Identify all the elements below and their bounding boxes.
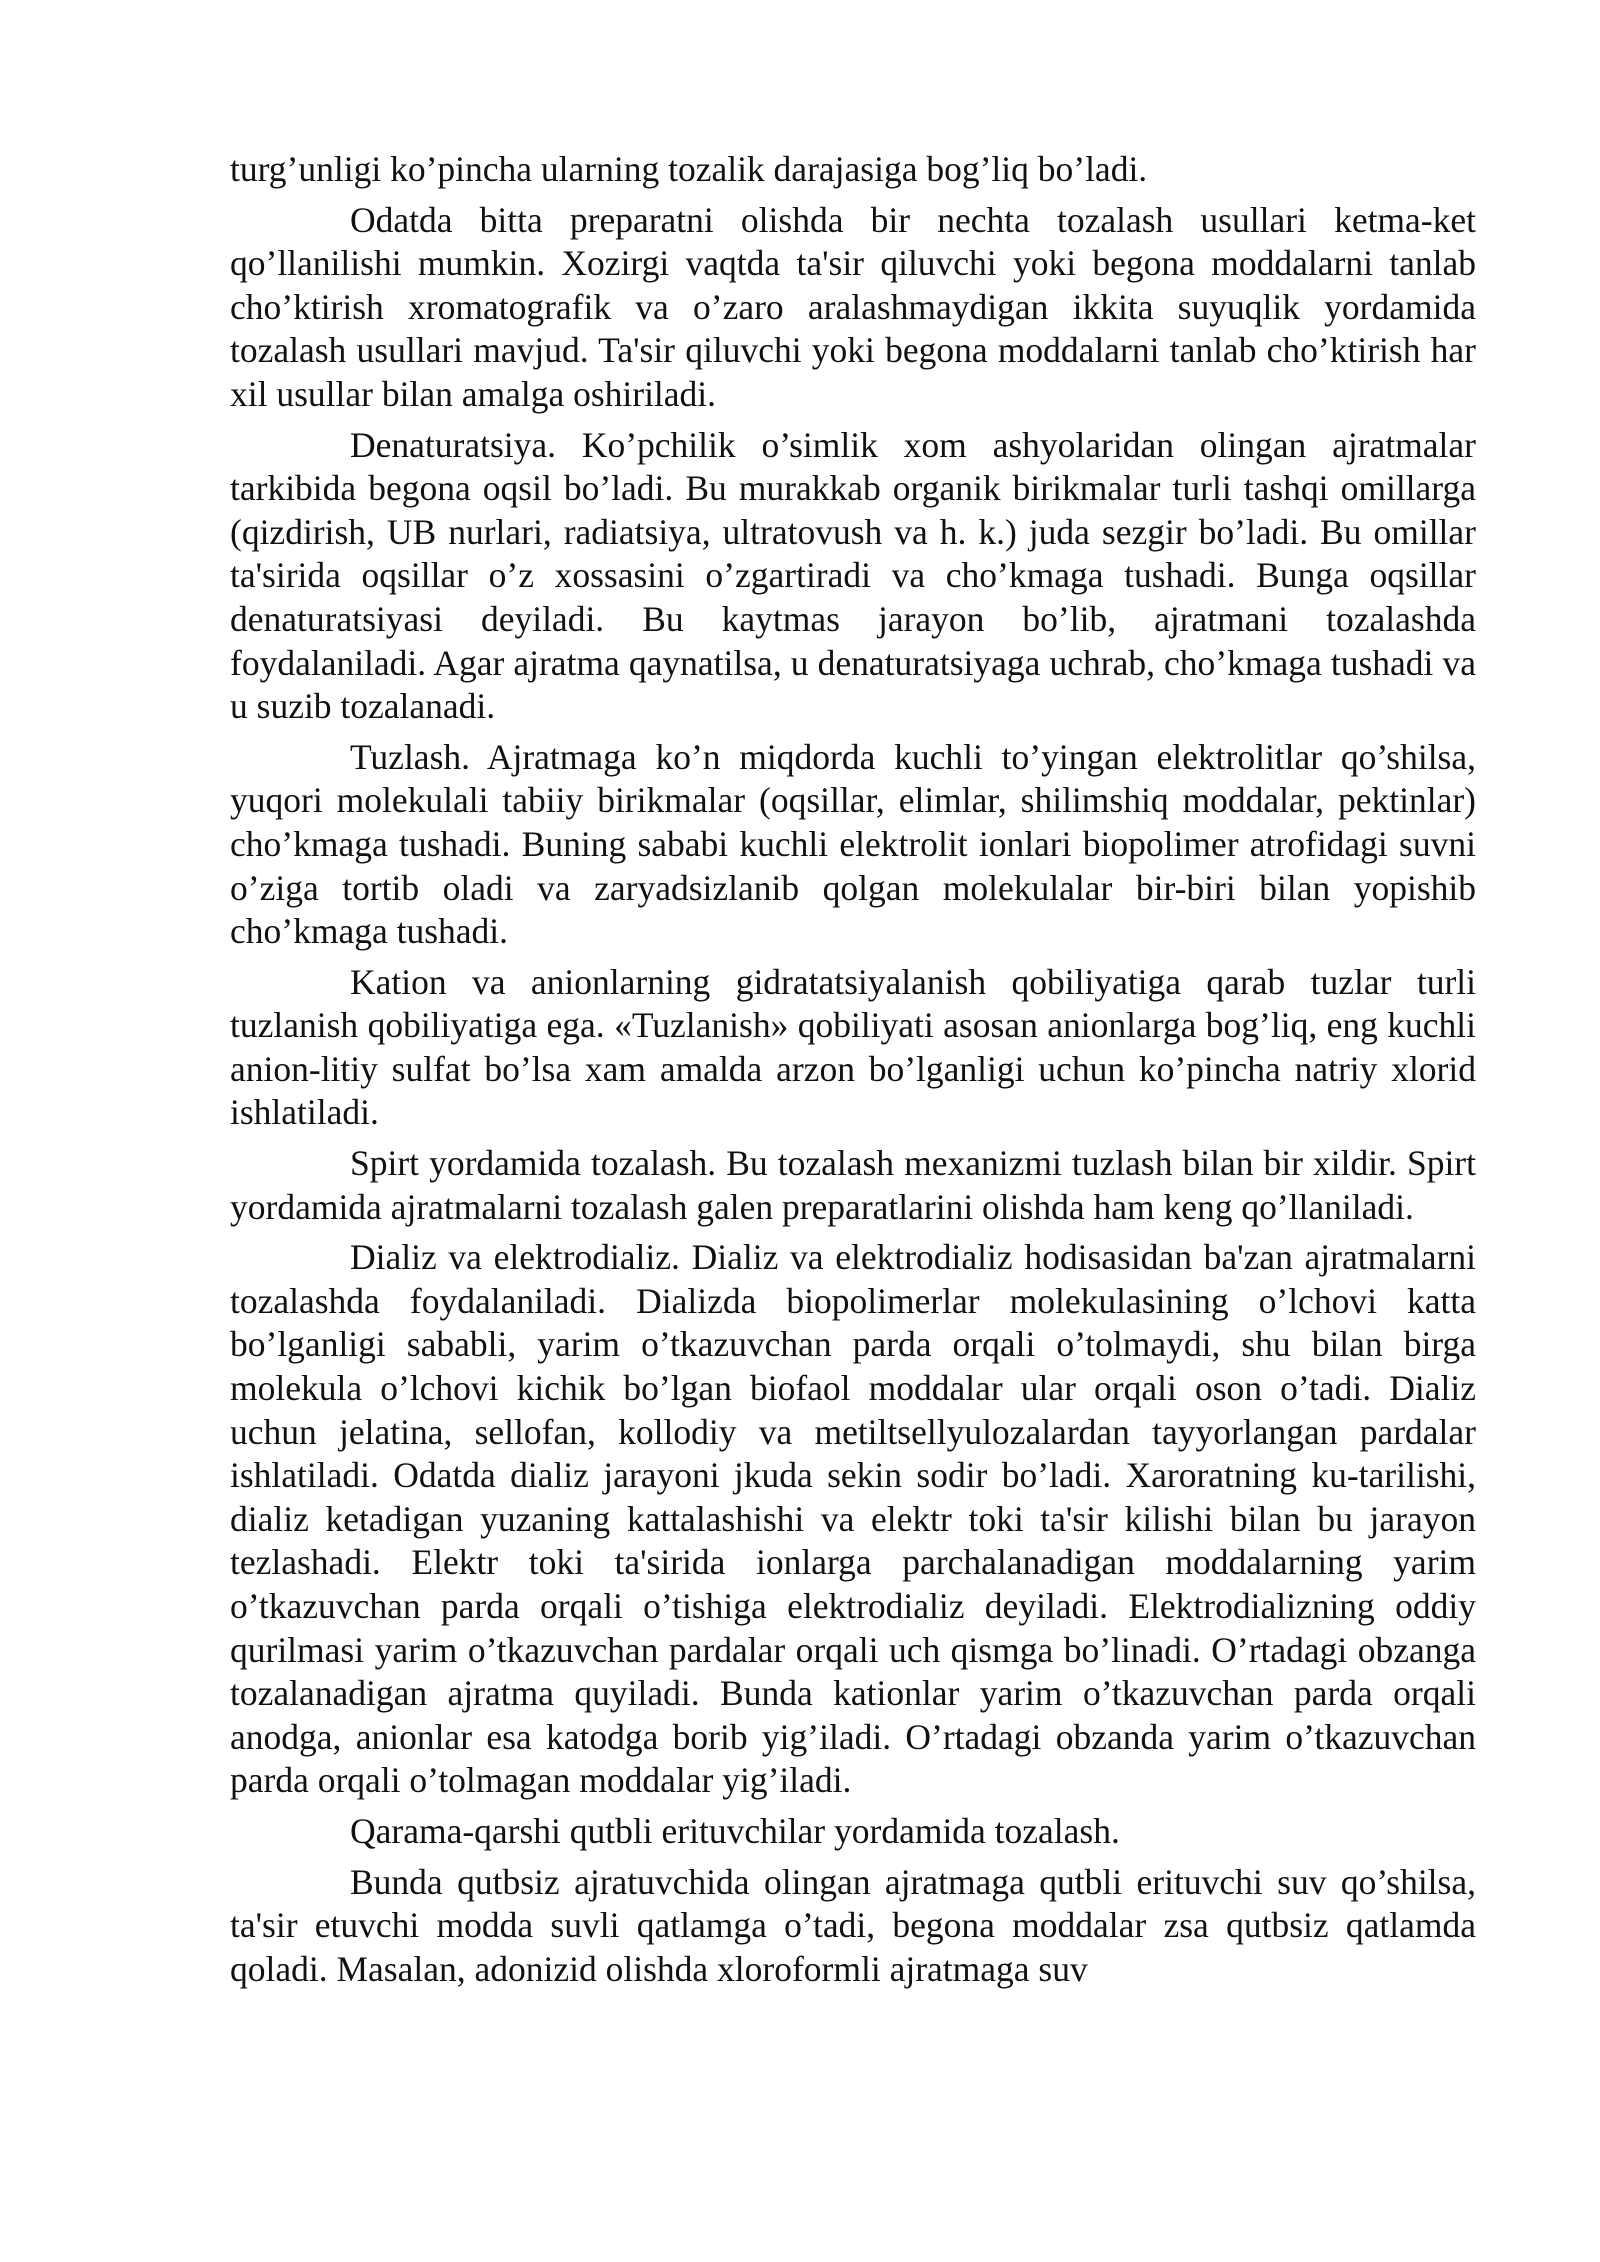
paragraph: Qarama-qarshi qutbli erituvchilar yordamida tozalash. — [350, 1810, 1120, 1851]
paragraph: Denaturatsiya. Ko’pchilik o’simlik xom ashyolaridan olingan ajratmalar tarkibida begona oqsil bo’ladi. Bu murakkab organik birikmalar turli tashqi omillarga (qizdirish, UB nurlari, radiatsiya, ultratovush va h. k.) juda sezgir bo’ladi. Bu omillar ta'sirida oqsillar o’z xossasini o’zgartiradi va cho’kmaga tushadi. Bunga oqsillar denaturatsiyasi deyiladi. Bu kaytmas jarayon bo’lib, ajratmani tozalashda foydalaniladi. Agar ajratma qaynatilsa, u denaturatsiyaga uchrab, cho’kmaga tushadi va u suzib tozalanadi. — [230, 424, 1476, 727]
paragraph: Odatda bitta preparatni olishda bir nechta tozalash usullari ketma-ket qo’llanilishi mumkin. Xozirgi vaqtda ta'sir qiluvchi yoki begona moddalarni tanlab cho’ktirish xromatografik va o’zaro aralashmaydigan ikkita suyuqlik yordamida tozalash usullari mavjud. Ta'sir qiluvchi yoki begona moddalarni tanlab cho’ktirish har xil usullar bilan amalga oshiriladi. — [230, 199, 1476, 414]
paragraph: Tuzlash. Ajratmaga ko’n miqdorda kuchli to’yingan elektrolitlar qo’shilsa, yuqori molekulali tabiiy birikmalar (oqsillar, elimlar, shilimshiq moddalar, pektinlar) cho’kmaga tushadi. Buning sababi kuchli elektrolit ionlari biopolimer atrofidagi suvni o’ziga tortib oladi va zaryadsizlanib qolgan molekulalar bir-biri bilan yopishib cho’kmaga tushadi. — [230, 736, 1476, 952]
document-page — [230, 148, 1476, 1998]
paragraph: Kation va anionlarning gidratatsiyalanish qobiliyatiga qarab tuzlar turli tuzlanish qobiliyatiga ega. «Tuzlanish» qobiliyati asosan anionlarga bog’liq, eng kuchli anion-litiy sulfat bo’lsa xam amalda arzon bo’lganligi uchun ko’pincha natriy xlorid ishlatiladi. — [230, 961, 1476, 1133]
paragraph: Spirt yordamida tozalash. Bu tozalash mexanizmi tuzlash bilan bir xildir. Spirt yordamida ajratmalarni tozalash galen preparatlarini olishda ham keng qo’llaniladi. — [230, 1143, 1476, 1227]
paragraph: Dializ va elektrodializ. Dializ va elektrodializ hodisasidan ba'zan ajratmalarni tozalashda foydalaniladi. Dializda biopolimerlar molekulasining o’lchovi katta bo’lganligi sababli, yarim o’tkazuvchan parda orqali o’tolmaydi, shu bilan birga molekula o’lchovi kichik bo’lgan biofaol moddalar ular orqali oson o’tadi. Dializ uchun jelatina, sellofan, kollodiy va metiltsellyulozalardan tayyorlangan pardalar ishlatiladi. Odatda dializ jarayoni jkuda sekin sodir bo’ladi. Xaroratning ku-tarilishi, dializ ketadigan yuzaning kattalashishi va elektr toki ta'sir kilishi bilan bu jarayon tezlashadi. Elektr toki ta'sirida ionlarga parchalanadigan moddalarning yarim o’tkazuvchan parda orqali o’tishiga elektrodializ deyiladi. Elektrodializning oddiy qurilmasi yarim o’tkazuvchan pardalar orqali uch qismga bo’linadi. O’rtadagi obzanga tozalanadigan ajratma quyiladi. Bunda kationlar yarim o’tkazuvchan parda orqali anodga, anionlar esa katodga borib yig’iladi. O’rtadagi obzanda yarim o’tkazuvchan parda orqali o’tolmagan moddalar yig’iladi. — [230, 1237, 1476, 1801]
paragraph: Bunda qutbsiz ajratuvchida olingan ajratmaga qutbli erituvchi suv qo’shilsa, ta'sir etuvchi modda suvli qatlamga o’tadi, begona moddalar zsa qutbsiz qatlamda qoladi. Masalan, adonizid olishda xloroformli ajratmaga suv — [230, 1861, 1476, 1989]
paragraph: turg’unligi ko’pincha ularning tozalik darajasiga bog’liq bo’ladi. — [230, 149, 1148, 189]
